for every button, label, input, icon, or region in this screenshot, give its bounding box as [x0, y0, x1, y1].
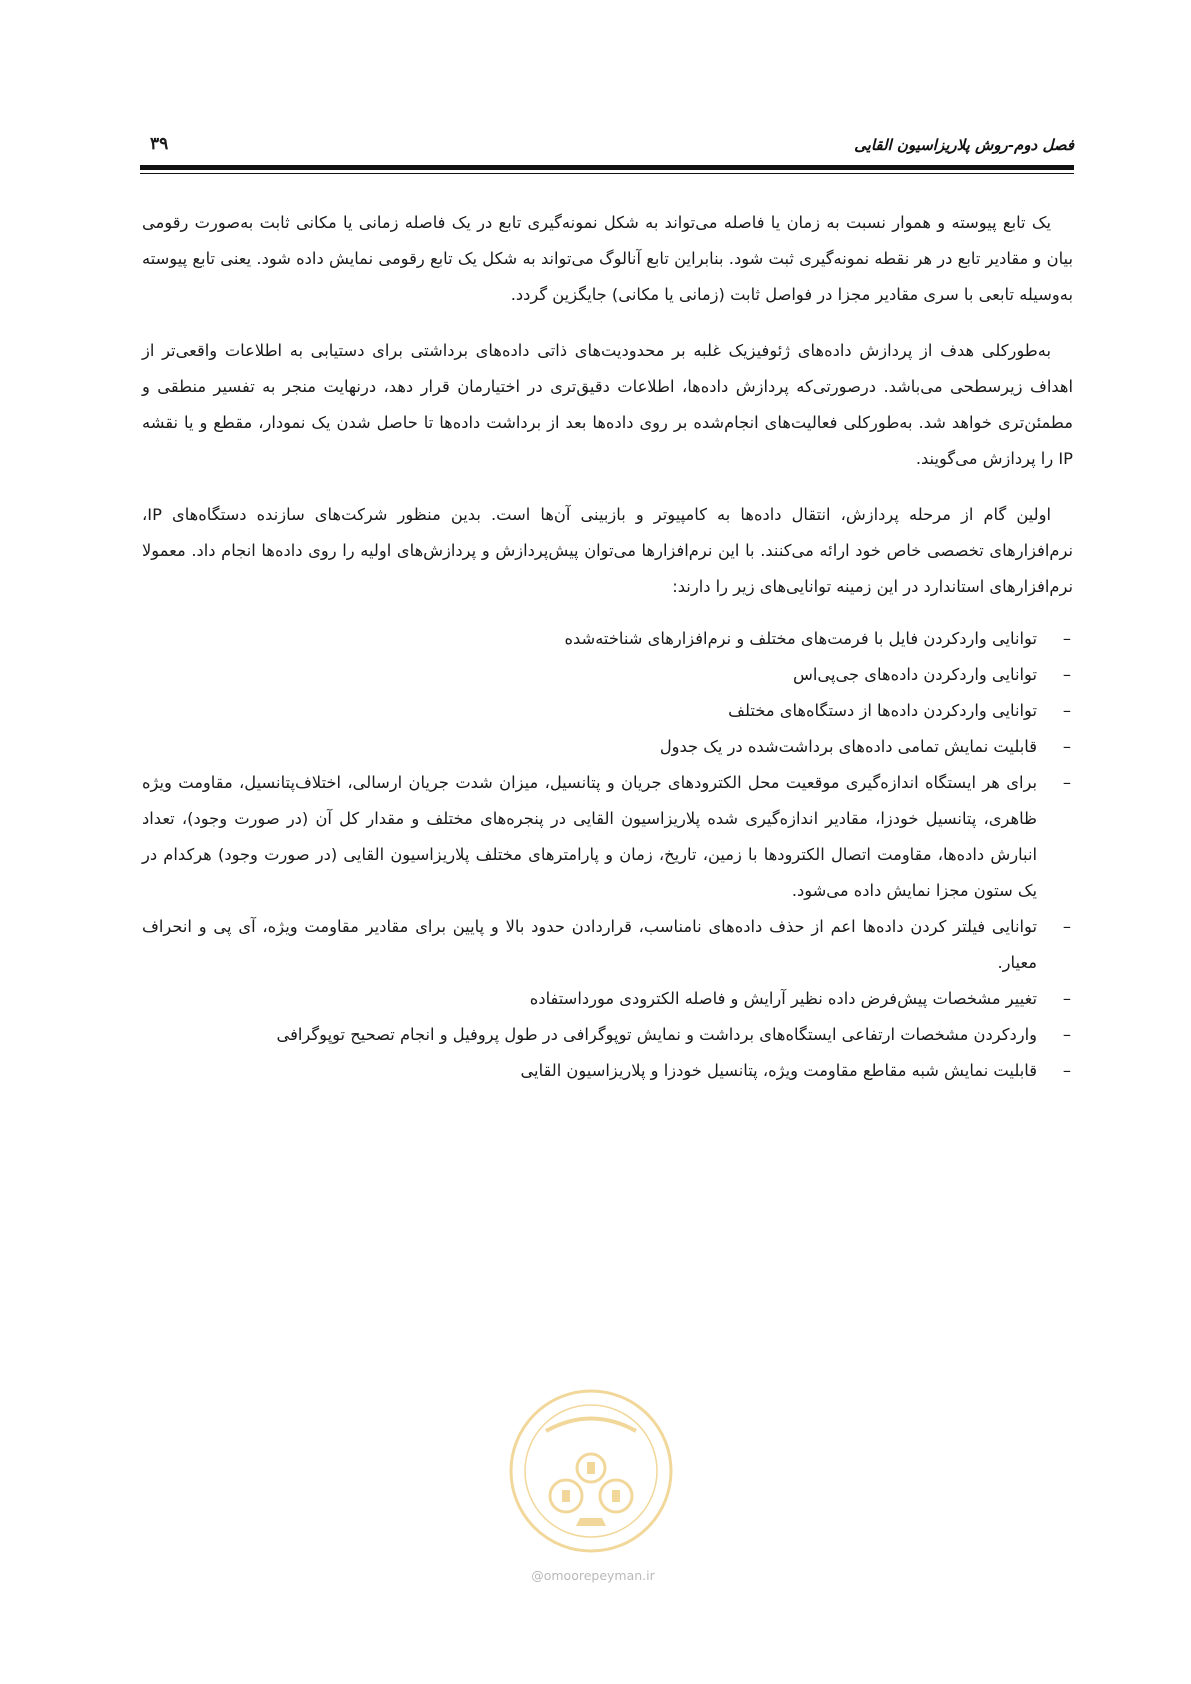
chapter-title: فصل دوم-روش پلاریزاسیون القایی — [854, 136, 1074, 154]
paragraph: به‌طورکلی هدف از پردازش داده‌های ژئوفیزیک غلبه بر محدودیت‌های ذاتی داده‌های برداشتی برای دستیابی به اطلاعات واقعی‌تر از اهداف زیرسطحی می‌باشد. درصورتی‌که پردازش داده‌ها، اطلاعات دقیق‌تری در اختیارمان قرار دهد، درنهایت منجر به تفسیر منطقی و مطمئن‌تری خواهد شد. به‌طورکلی فعالیت‌های انجام‌شده بر روی داده‌ها بعد از برداشت داده‌ها تا حاصل شدن یک نمودار، مقطع و یا نقشه IP را پردازش می‌گویند. — [142, 341, 1073, 468]
list-item — [142, 729, 1073, 765]
list-item — [142, 1053, 1073, 1089]
seal-logo-icon — [506, 1386, 676, 1556]
body-text — [142, 205, 1073, 1089]
list-item — [142, 657, 1073, 693]
bullet-marker: – — [1062, 1061, 1071, 1080]
list-item — [142, 909, 1073, 981]
watermark-text: @omoorepeyman.ir — [531, 1568, 655, 1583]
bullet-marker: – — [1062, 917, 1071, 936]
list-item-text: توانایی واردکردن داده‌های جی‌پی‌اس — [792, 665, 1037, 684]
list-item-text: تغییر مشخصات پیش‌فرض داده نظیر آرایش و فاصله الکترودی مورداستفاده — [529, 989, 1037, 1008]
bullet-marker: – — [1062, 665, 1071, 684]
bullet-marker: – — [1062, 1025, 1071, 1044]
list-item — [142, 621, 1073, 657]
page-number: ۳۹ — [150, 134, 169, 154]
bullet-marker: – — [1062, 629, 1071, 648]
list-item — [142, 693, 1073, 729]
list-item — [142, 765, 1073, 909]
list-item-text: برای هر ایستگاه اندازه‌گیری موقعیت محل الکترودهای جریان و پتانسیل، میزان شدت جریان ارسالی، اختلاف‌پتانسیل، مقاومت ویژه ظاهری، پتانسیل خودزا، مقادیر اندازه‌گیری شده پلاریزاسیون القایی در پنجره‌های مختلف و مقدار کل آن (در صورت وجود)، تعداد انبارش داده‌ها، مقاومت اتصال الکترودها با زمین، تاریخ، زمان و پارامترهای مختلف پلاریزاسیون القایی (در صورت وجود) هرکدام در یک ستون مجزا نمایش داده می‌شود. — [142, 773, 1037, 900]
bullet-marker: – — [1062, 773, 1071, 792]
list-item-text: قابلیت نمایش شبه مقاطع مقاومت ویژه، پتانسیل خودزا و پلاریزاسیون القایی — [520, 1061, 1037, 1080]
list-item — [142, 981, 1073, 1017]
page-header — [140, 128, 1074, 168]
paragraph: یک تابع پیوسته و هموار نسبت به زمان یا فاصله می‌تواند به شکل نمونه‌گیری تابع در یک فاصله زمانی یا مکانی ثابت به‌صورت رقومی بیان و مقادیر تابع در هر نقطه نمونه‌گیری ثبت شود. بنابراین تابع آنالوگ می‌تواند به شکل یک تابع رقومی نمایش داده شود. یعنی تابع پیوسته به‌وسیله تابعی با سری مقادیر مجزا در فواصل ثابت (زمانی یا مکانی) جایگزین گردد. — [142, 213, 1073, 304]
list-item-text: توانایی واردکردن فایل با فرمت‌های مختلف و نرم‌افزارهای شناخته‌شده — [564, 629, 1037, 648]
capabilities-list — [142, 621, 1073, 1089]
paragraph: اولین گام از مرحله پردازش، انتقال داده‌ها به کامپیوتر و بازبینی آن‌ها است. بدین منظور شرکت‌های سازنده دستگاه‌های IP، نرم‌افزارهای تخصصی خاص خود ارائه می‌کنند. با این نرم‌افزارها می‌توان پیش‌پردازش و پردازش‌های اولیه را روی داده‌ها انجام داد. معمولا نرم‌افزارهای استاندارد در این زمینه توانایی‌های زیر را دارند: — [142, 505, 1073, 596]
list-item — [142, 1017, 1073, 1053]
bullet-marker: – — [1062, 737, 1071, 756]
list-item-text: توانایی واردکردن داده‌ها از دستگاه‌های مختلف — [728, 701, 1037, 720]
bullet-marker: – — [1062, 701, 1071, 720]
list-item-text: توانایی فیلتر کردن داده‌ها اعم از حذف داده‌های نامناسب، قراردادن حدود بالا و پایین برای مقادیر مقاومت ویژه، آی پی و انحراف معیار. — [142, 917, 1037, 972]
bullet-marker: – — [1062, 989, 1071, 1008]
header-rule-thick — [140, 165, 1074, 170]
list-item-text: واردکردن مشخصات ارتفاعی ایستگاه‌های برداشت و نمایش توپوگرافی در طول پروفیل و انجام تصحیح توپوگرافی — [276, 1025, 1037, 1044]
list-item-text: قابلیت نمایش تمامی داده‌های برداشت‌شده در یک جدول — [659, 737, 1037, 756]
header-rule-thin — [140, 173, 1074, 174]
